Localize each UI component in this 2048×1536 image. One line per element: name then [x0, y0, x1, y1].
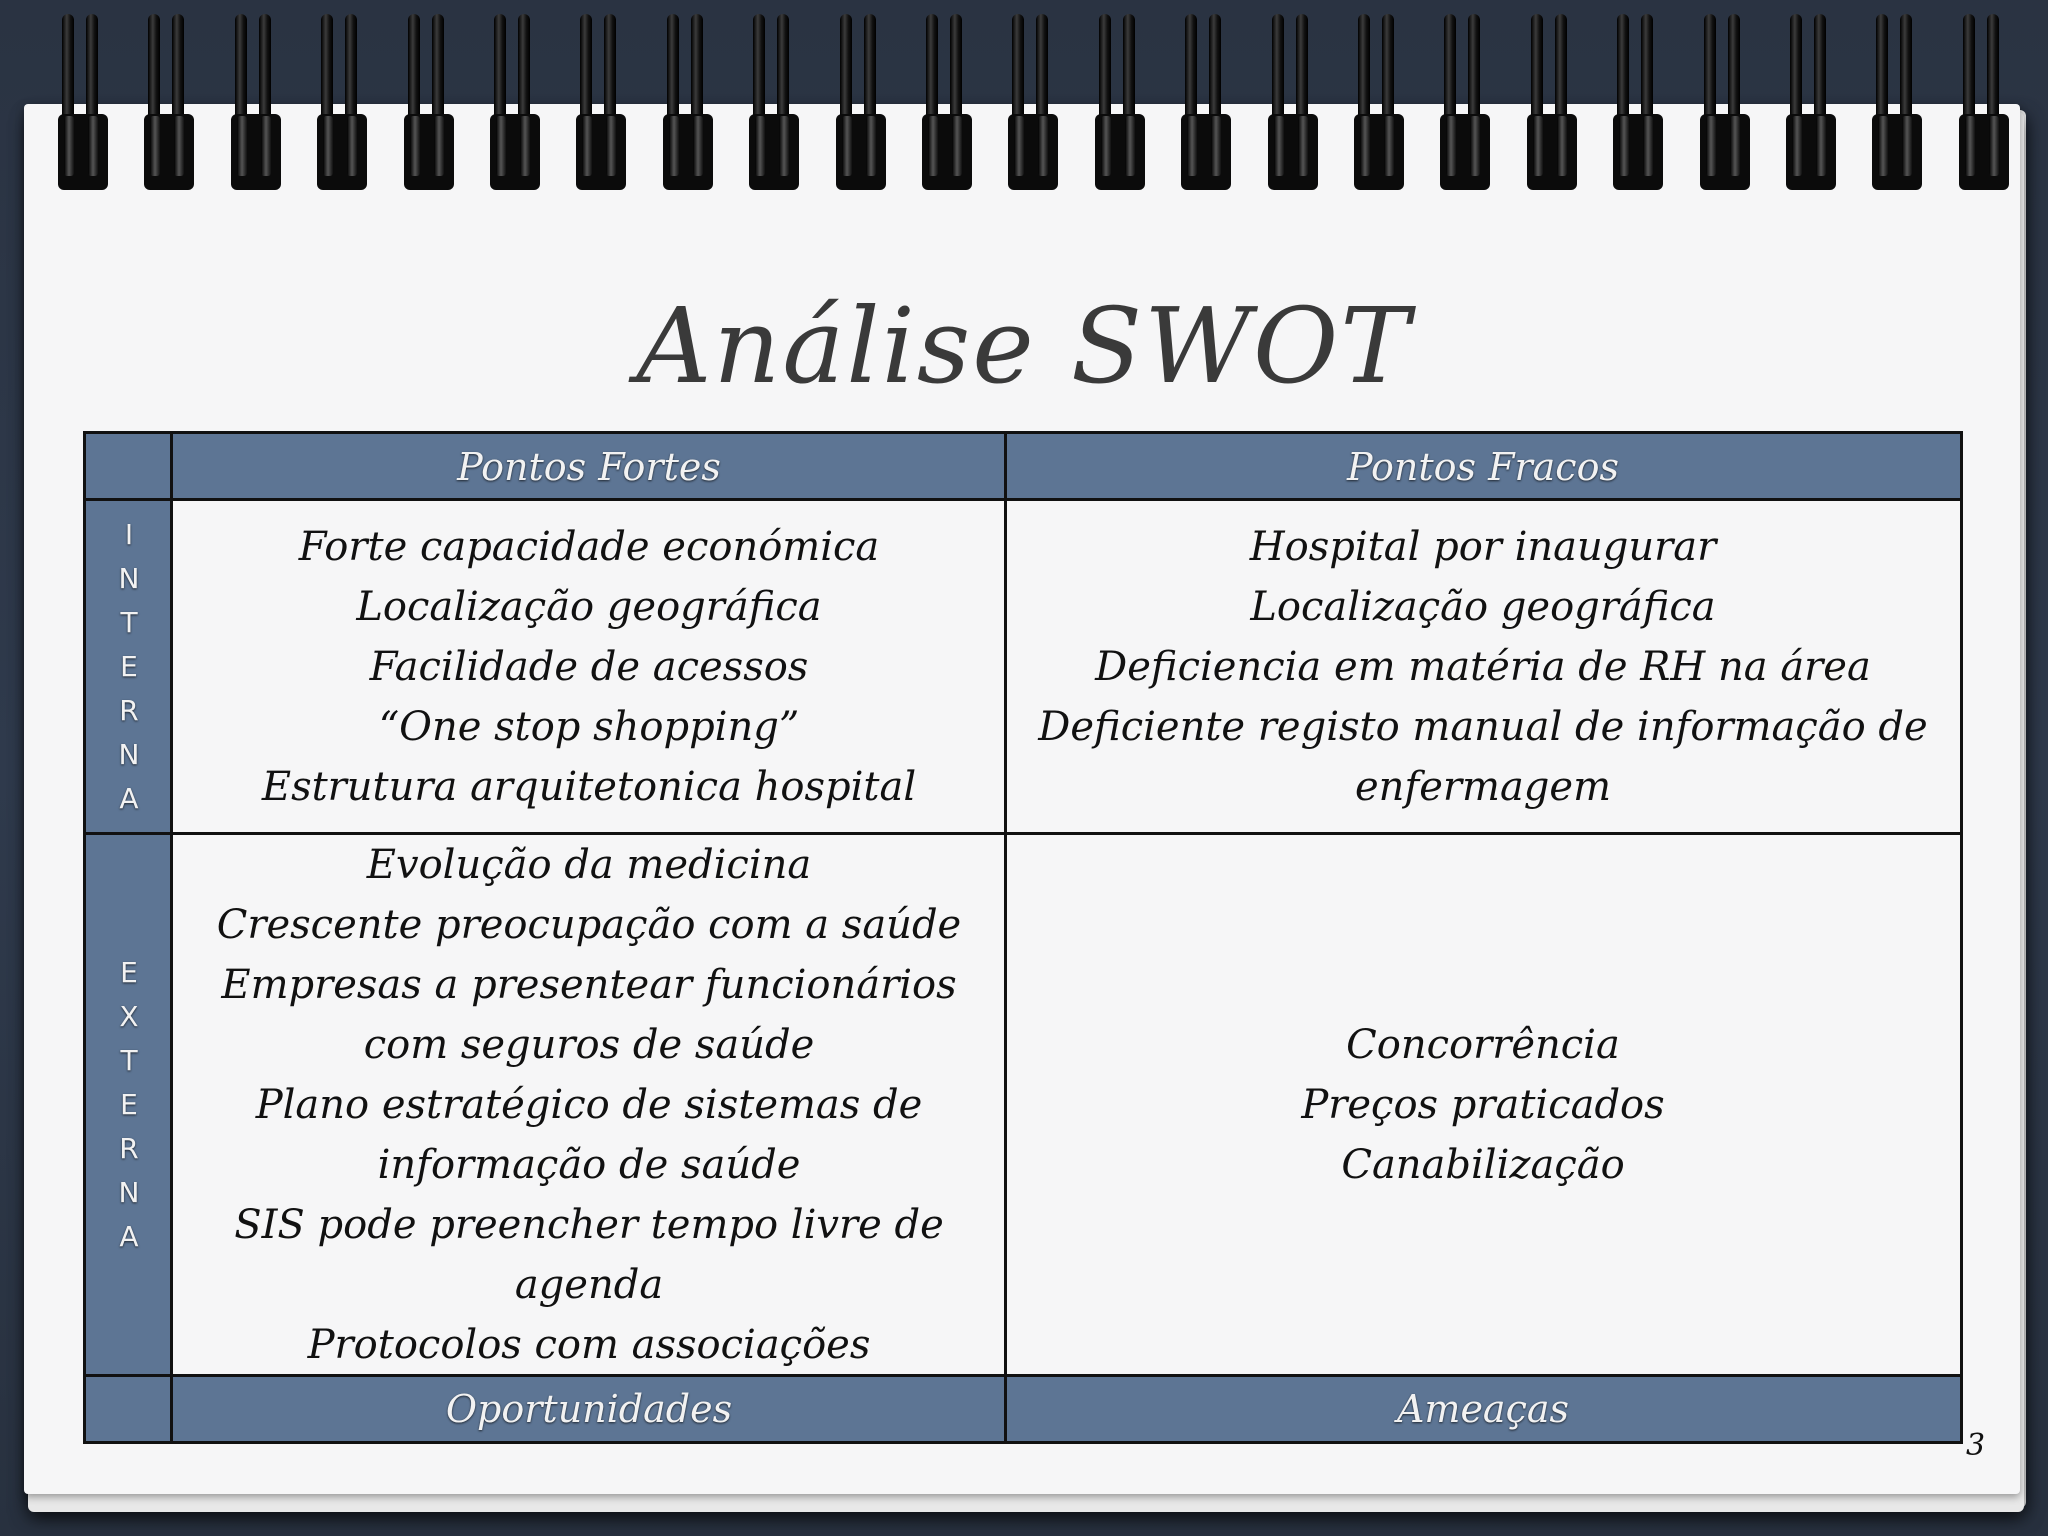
binding-ring	[1266, 14, 1322, 182]
strengths-list	[172, 500, 1006, 834]
grid-line	[86, 832, 1960, 835]
binding-ring	[142, 14, 198, 182]
side-letter: R	[119, 1132, 139, 1165]
side-letter: A	[119, 1220, 139, 1253]
threats-list	[1006, 834, 1960, 1376]
list-item: Plano estratégico de sistemas de	[255, 1082, 923, 1128]
list-item: Forte capacidade económica	[298, 524, 880, 570]
grid-line	[86, 498, 1960, 501]
binding-ring	[1093, 14, 1149, 182]
list-item: Empresas a presentear funcionários	[221, 962, 957, 1008]
weaknesses-list	[1006, 500, 1960, 834]
list-item: agenda	[514, 1262, 664, 1308]
list-item: Evolução da medicina	[366, 842, 812, 888]
spiral-binding	[0, 0, 2048, 180]
list-item: Deficiente registo manual de informação de	[1038, 704, 1928, 750]
header-strengths: Pontos Fortes	[172, 434, 1006, 500]
list-item: informação de saúde	[377, 1142, 801, 1188]
header-opportunities: Oportunidades	[172, 1376, 1006, 1441]
binding-ring	[1006, 14, 1062, 182]
grid-line	[170, 434, 173, 1441]
corner-top	[86, 434, 172, 500]
binding-ring	[1611, 14, 1667, 182]
list-item: Deficiencia em matéria de RH na área	[1095, 644, 1871, 690]
list-item: enfermagem	[1354, 764, 1611, 810]
side-letter: N	[118, 1176, 140, 1209]
binding-ring	[920, 14, 976, 182]
page-title: Análise SWOT	[636, 285, 1412, 407]
binding-ring	[229, 14, 285, 182]
list-item: Facilidade de acessos	[369, 644, 809, 690]
binding-ring	[56, 14, 112, 182]
side-letter: E	[120, 1088, 138, 1121]
header-threats: Ameaças	[1006, 1376, 1960, 1441]
corner-bottom	[86, 1376, 172, 1441]
binding-ring	[1438, 14, 1494, 182]
header-weaknesses: Pontos Fracos	[1006, 434, 1960, 500]
side-letter: X	[119, 1000, 139, 1033]
binding-ring	[1870, 14, 1926, 182]
binding-ring	[315, 14, 371, 182]
binding-ring	[1179, 14, 1235, 182]
list-item: com seguros de saúde	[363, 1022, 815, 1068]
side-letter: I	[124, 518, 134, 551]
side-letter: E	[120, 650, 138, 683]
list-item: SIS pode preencher tempo livre de	[234, 1202, 944, 1248]
side-letter: E	[120, 956, 138, 989]
opportunities-list	[172, 834, 1006, 1376]
page-number: 3	[1966, 1428, 1986, 1463]
side-letter: A	[119, 782, 139, 815]
list-item: Estrutura arquitetonica hospital	[261, 764, 917, 810]
grid-line	[86, 1374, 1960, 1377]
side-letter: R	[119, 694, 139, 727]
binding-ring	[1352, 14, 1408, 182]
binding-ring	[834, 14, 890, 182]
binding-ring	[402, 14, 458, 182]
swot-table	[83, 431, 1963, 1444]
binding-ring	[488, 14, 544, 182]
grid-line	[1004, 434, 1007, 1441]
binding-ring	[1525, 14, 1581, 182]
side-letter: N	[118, 562, 140, 595]
side-letter: T	[120, 606, 138, 639]
list-item: Hospital por inaugurar	[1249, 524, 1717, 570]
list-item: Crescente preocupação com a saúde	[216, 902, 962, 948]
list-item: Concorrência	[1346, 1022, 1620, 1068]
list-item: “One stop shopping”	[378, 704, 800, 750]
list-item: Canabilização	[1341, 1142, 1625, 1188]
list-item: Protocolos com associações	[307, 1322, 871, 1368]
side-letter: T	[120, 1044, 138, 1077]
list-item: Localização geográfica	[1250, 584, 1716, 630]
binding-ring	[747, 14, 803, 182]
binding-ring	[1957, 14, 2013, 182]
binding-ring	[1784, 14, 1840, 182]
binding-ring	[661, 14, 717, 182]
binding-ring	[1698, 14, 1754, 182]
side-letter: N	[118, 738, 140, 771]
list-item: Preços praticados	[1301, 1082, 1665, 1128]
side-label-interna	[86, 500, 172, 834]
list-item: Localização geográfica	[356, 584, 822, 630]
side-label-externa	[86, 834, 172, 1376]
binding-ring	[574, 14, 630, 182]
